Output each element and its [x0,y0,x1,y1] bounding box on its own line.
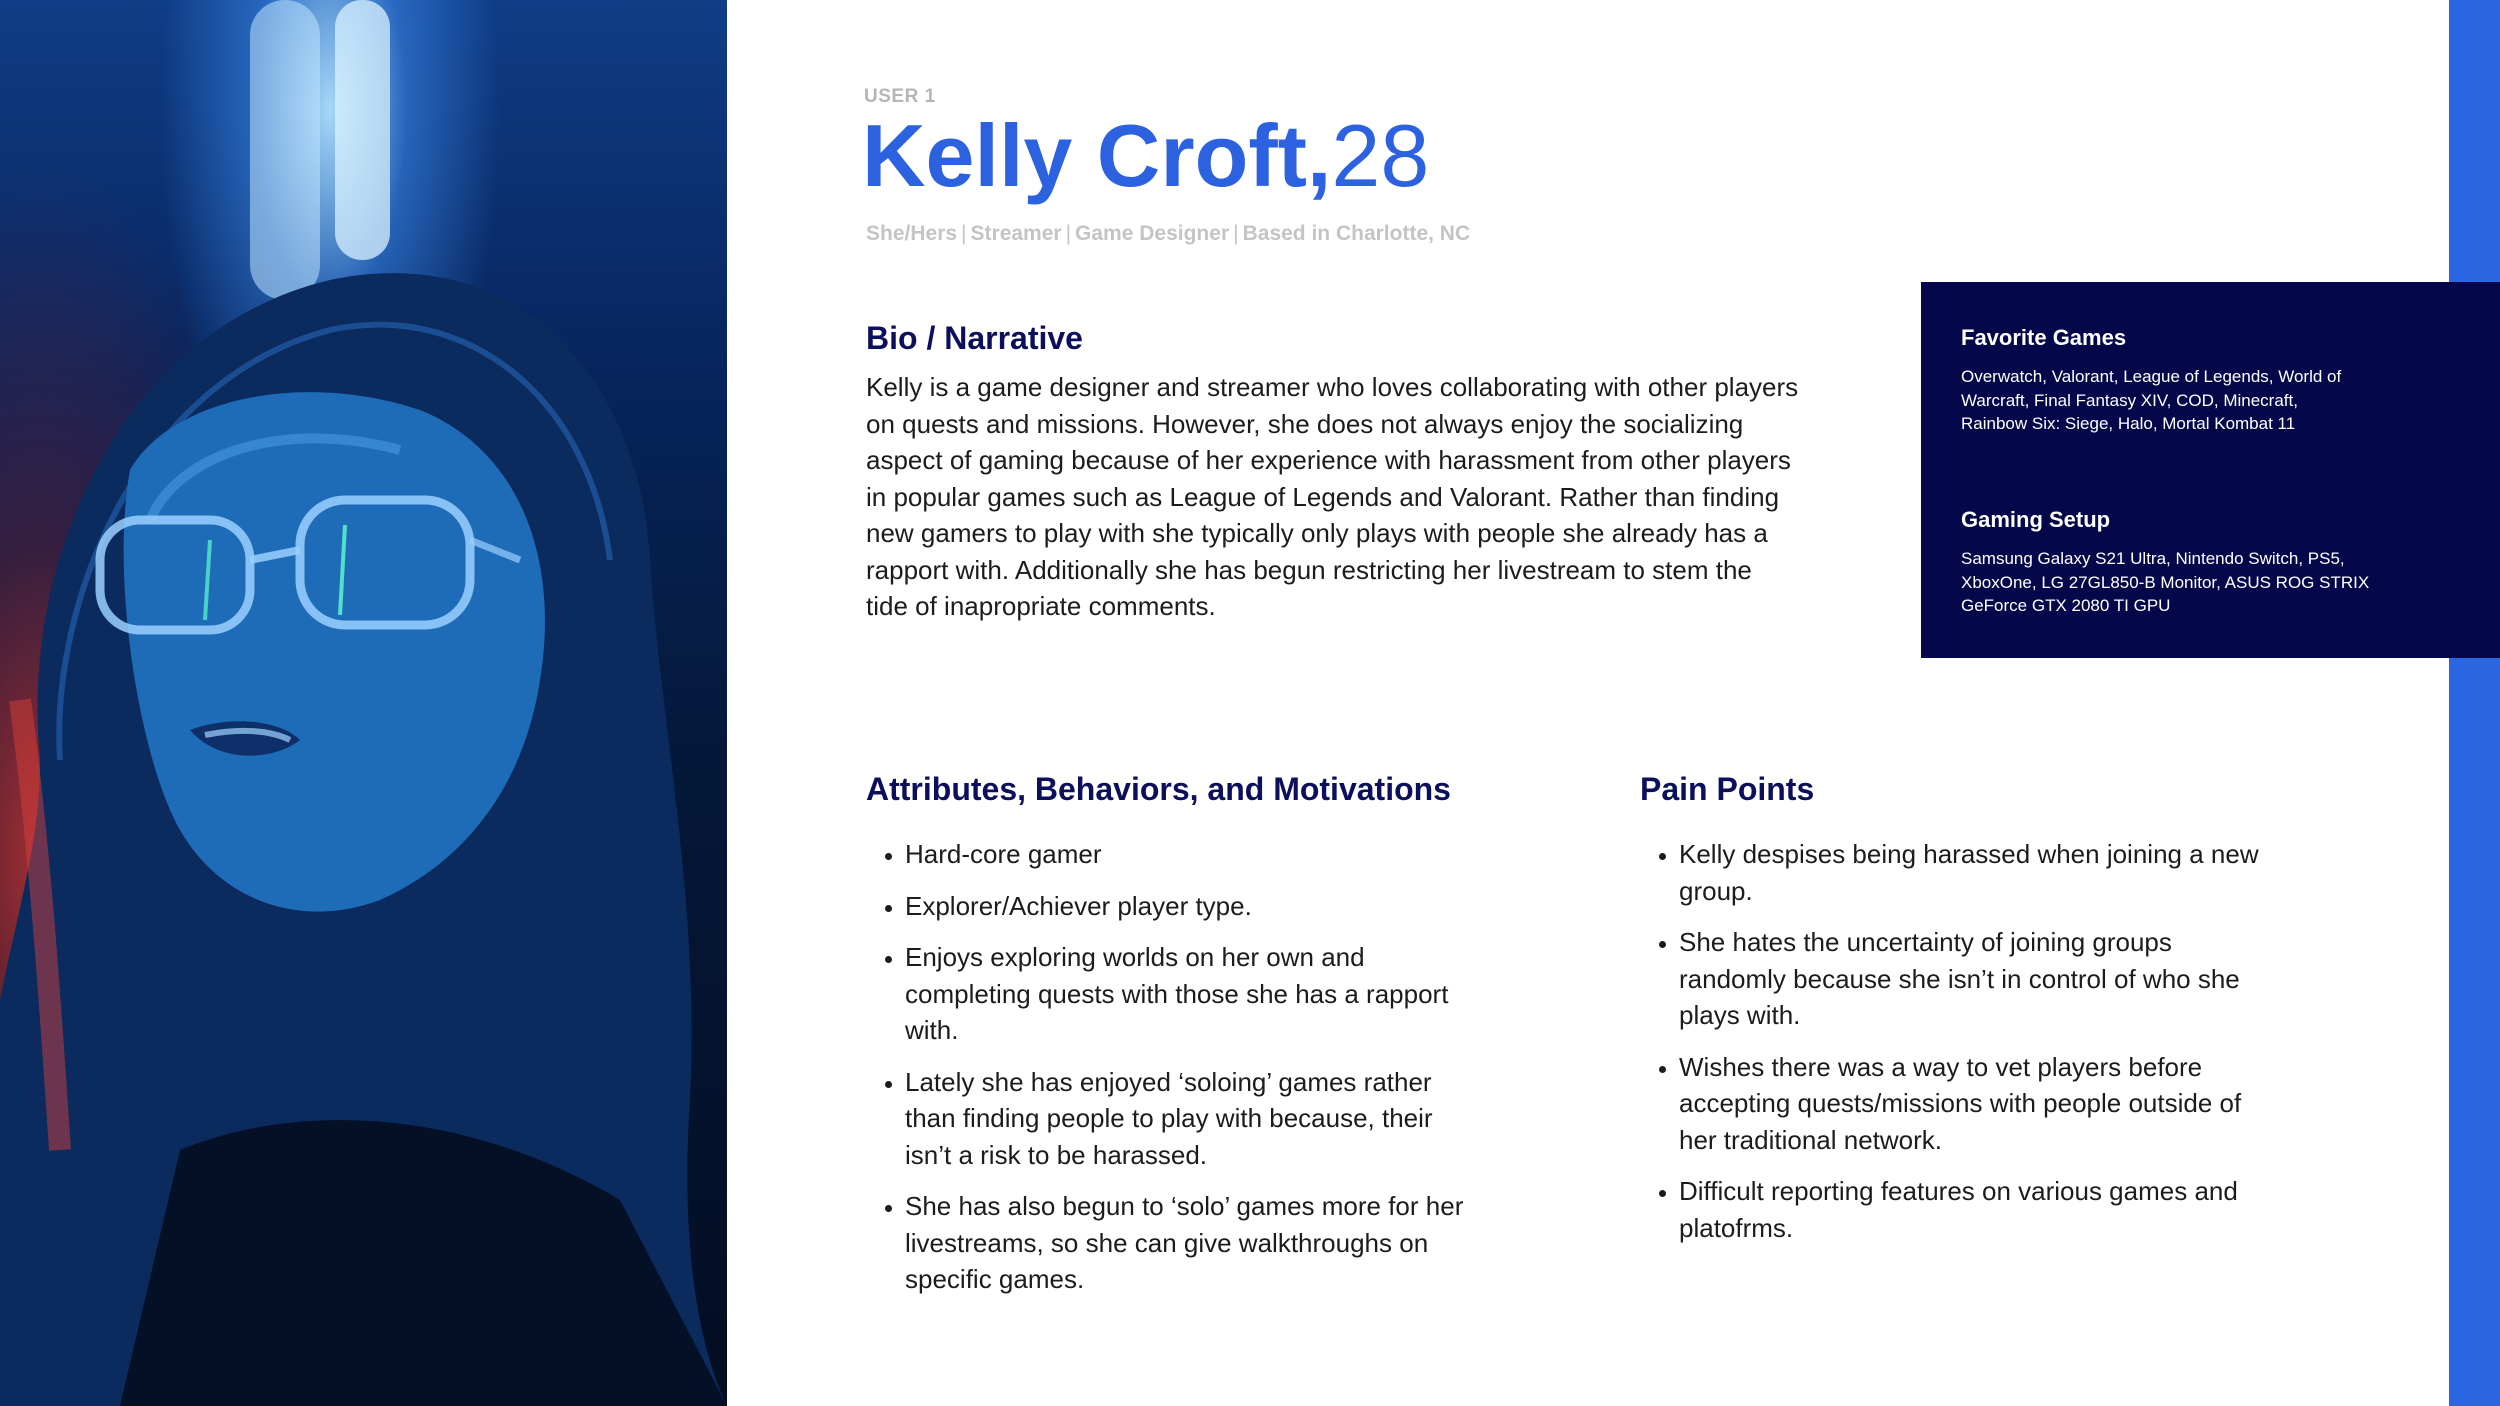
persona-meta [866,222,1470,246]
meta-location: Based in Charlotte, NC [1242,222,1471,245]
favorite-games-heading: Favorite Games [1961,325,2127,350]
pain-points-list [1640,836,2269,1261]
meta-role-designer: Game Designer [1075,222,1230,245]
list-item: • Kelly despises being harassed when joining a new group. [1679,836,2269,909]
list-item: • Wishes there was a way to vet players before accepting quests/missions with people outside of her traditional network. [1679,1049,2269,1159]
bio-heading: Bio / Narrative [866,320,1083,356]
persona-title [862,104,1429,208]
persona-photo [0,0,727,1406]
pain-points-heading: Pain Points [1640,771,1815,807]
favorite-games-text: Overwatch, Valorant, League of Legends, World of Warcraft, Final Fantasy XIV, COD, Minecraft, Rainbow Six: Siege, Halo, Mortal Kombat 11 [1961,367,2342,433]
info-card [1921,282,2500,658]
user-label: USER 1 [864,86,936,107]
meta-separator: | [1065,222,1072,245]
meta-pronouns: She/Hers [866,222,958,245]
persona-name: Kelly Croft, [862,106,1332,205]
list-item: • Enjoys exploring worlds on her own and completing quests with those she has a rapport with. [905,939,1465,1049]
attributes-heading: Attributes, Behaviors, and Motivations [866,771,1451,807]
list-item: • She hates the uncertainty of joining groups randomly because she isn’t in control of who she plays with. [1679,924,2269,1034]
portrait-illustration [0,0,727,1406]
list-item: • Difficult reporting features on various games and platofrms. [1679,1173,2269,1246]
list-item: • Explorer/Achiever player type. [905,888,1465,925]
attributes-list [866,836,1465,1313]
meta-separator: | [961,222,967,245]
persona-age: 28 [1331,106,1430,205]
gaming-setup-text: Samsung Galaxy S21 Ultra, Nintendo Switch, PS5, XboxOne, LG 27GL850-B Monitor, ASUS ROG STRIX GeForce GTX 2080 TI GPU [1961,549,2370,615]
meta-separator: | [1233,222,1239,245]
meta-role-streamer: Streamer [970,222,1062,245]
accent-bar [2449,0,2500,1406]
list-item: • She has also begun to ‘solo’ games more for her livestreams, so she can give walkthroughs on specific games. [905,1188,1465,1298]
bio-text: Kelly is a game designer and streamer who loves collaborating with other players on quests and missions. However, she does not always enjoy the socializing aspect of gaming because of her experience with harassment from other players in popular games such as League of Legends and Valorant. Rather than finding new gamers to play with she typically only plays with people she already has a rapport with. Additionally she has begun restricting her livestream to stem the tide of inapropriate comments. [866,372,1799,621]
list-item: • Hard-core gamer [905,836,1465,873]
gaming-setup-heading: Gaming Setup [1961,507,2111,532]
list-item: • Lately she has enjoyed ‘soloing’ games rather than finding people to play with because, their isn’t a risk to be harassed. [905,1064,1465,1174]
